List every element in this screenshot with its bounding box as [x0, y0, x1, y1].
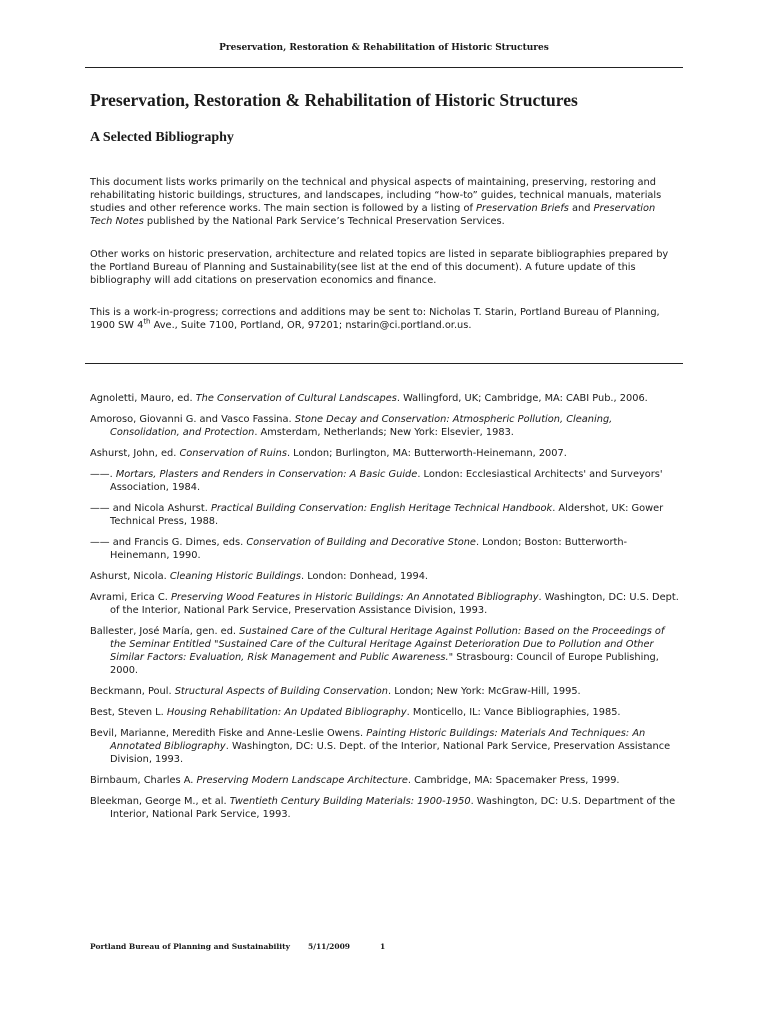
entry-author: Avrami, Erica C.	[90, 592, 171, 603]
bibliography-entry	[90, 706, 680, 719]
header-rule	[85, 67, 683, 68]
entry-author: Best, Steven L.	[90, 707, 167, 718]
entry-title: Cleaning Historic Buildings	[169, 571, 302, 582]
entry-author: —— and Nicola Ashurst.	[90, 503, 211, 514]
intro-paragraph-2: Other works on historic preservation, architecture and related topics are listed in separate bibliographies prepared by the Portland Bureau of Planning and Sustainability(see list at the end of this document). A future update of this bibliography will add citations on preservation economics and finance.	[90, 249, 669, 286]
page-footer	[90, 942, 385, 951]
entry-title: Mortars, Plasters and Renders in Conservation: A Basic Guide	[115, 469, 418, 480]
entry-publication: . Washington, DC: U.S. Department of the Interior, National Park Service, 1993.	[110, 796, 676, 820]
entry-author: Beckmann, Poul.	[90, 686, 175, 697]
bibliography-entry	[90, 468, 680, 494]
bibliography-entry	[90, 625, 680, 677]
bibliography-entry	[90, 392, 680, 405]
entry-title: Conservation of Building and Decorative Stone	[246, 537, 476, 548]
entry-publication: . Washington, DC: U.S. Dept. of the Interior, National Park Service, Preservation Assistance Division, 1993.	[110, 741, 671, 765]
footer-organization: Portland Bureau of Planning and Sustainability	[90, 942, 290, 951]
footer-date: 5/11/2009	[308, 942, 351, 951]
bibliography-entry	[90, 795, 680, 821]
entry-title: Preserving Wood Features in Historic Buildings: An Annotated Bibliography	[170, 592, 539, 603]
entry-title: Sustained Care of the Cultural Heritage Against Pollution: Based on the Proceedings of the Seminar Entitled "Sustained Care of the Cultural Heritage Against Deterioration Due to Pollution and Other Similar Factors: Evaluation, Risk Management and Public Awareness."	[110, 626, 665, 663]
entry-publication: . Amsterdam, Netherlands; New York: Elsevier, 1983.	[254, 427, 514, 438]
intro-paragraph-3: This is a work-in-progress; corrections and additions may be sent to: Nicholas T. Starin, Portland Bureau of Planning, 1900 SW 4th Ave., Suite 7100, Portland, OR, 97201; nstarin@ci.portland.or.us.	[90, 307, 660, 331]
entry-publication: . London; New York: McGraw-Hill, 1995.	[388, 686, 581, 697]
entry-title: The Conservation of Cultural Landscapes	[195, 393, 397, 404]
entry-author: Birnbaum, Charles A.	[90, 775, 197, 786]
bibliography-list	[90, 392, 680, 829]
entry-author: Ashurst, Nicola.	[90, 571, 170, 582]
bibliography-entry	[90, 536, 680, 562]
bibliography-entry	[90, 502, 680, 528]
entry-publication: . Wallingford, UK; Cambridge, MA: CABI Pub., 2006.	[396, 393, 648, 404]
entry-author: Ashurst, John, ed.	[90, 448, 180, 459]
entry-publication: Strasbourg: Council of Europe Publishing, 2000.	[110, 652, 659, 676]
entry-author: Ballester, José María, gen. ed.	[90, 626, 240, 637]
entry-author: —— and Francis G. Dimes, eds.	[90, 537, 247, 548]
entry-title: Painting Historic Buildings: Materials And Techniques: An Annotated Bibliography	[110, 728, 646, 752]
entry-publication: . London: Donhead, 1994.	[301, 571, 429, 582]
bibliography-entry	[90, 727, 680, 766]
entry-author: Agnoletti, Mauro, ed.	[90, 393, 196, 404]
entry-title: Twentieth Century Building Materials: 1900-1950	[229, 796, 471, 807]
bibliography-entry	[90, 447, 680, 460]
entry-title: Practical Building Conservation: English Heritage Technical Handbook	[210, 503, 553, 514]
entry-publication: . Aldershot, UK: Gower Technical Press, 1988.	[110, 503, 664, 527]
intro-paragraph-1: This document lists works primarily on the technical and physical aspects of maintaining, preserving, restoring and rehabilitating historic buildings, structures, and landscapes, including “how-to” guides, technical manuals, materials studies and other reference works. The main section is followed by a listing of Preservation Briefs and Preservation Tech Notes published by the National Park Service’s Technical Preservation Services.	[90, 177, 662, 227]
document-subtitle: A Selected Bibliography	[90, 130, 234, 145]
entry-author: Amoroso, Giovanni G. and Vasco Fassina.	[90, 414, 295, 425]
entry-title: Stone Decay and Conservation: Atmospheric Pollution, Cleaning, Consolidation, and Protection	[110, 414, 613, 438]
entry-title: Structural Aspects of Building Conservation	[174, 686, 389, 697]
entry-author: ——.	[90, 469, 116, 480]
entry-publication: . London; Burlington, MA: Butterworth-Heinemann, 2007.	[286, 448, 567, 459]
entry-author: Bleekman, George M., et al.	[90, 796, 230, 807]
entry-publication: . London; Boston: Butterworth-Heinemann, 1990.	[110, 537, 628, 561]
entry-title: Preserving Modern Landscape Architecture	[196, 775, 408, 786]
entry-title: Housing Rehabilitation: An Updated Bibliography	[166, 707, 407, 718]
entry-publication: . Washington, DC: U.S. Dept. of the Interior, National Park Service, Preservation Assistance Division, 1993.	[110, 592, 679, 616]
bibliography-entry	[90, 413, 680, 439]
entry-title: Conservation of Ruins	[179, 448, 287, 459]
bibliography-entry	[90, 591, 680, 617]
entry-publication: . London: Ecclesiastical Architects' and Surveyors' Association, 1984.	[110, 469, 663, 493]
section-rule	[85, 363, 683, 364]
entry-publication: . Monticello, IL: Vance Bibliographies, 1985.	[406, 707, 621, 718]
bibliography-entry	[90, 570, 680, 583]
running-header: Preservation, Restoration & Rehabilitation of Historic Structures	[219, 43, 549, 53]
bibliography-entry	[90, 774, 680, 787]
document-title: Preservation, Restoration & Rehabilitation of Historic Structures	[90, 90, 578, 110]
entry-author: Bevil, Marianne, Meredith Fiske and Anne-Leslie Owens.	[90, 728, 367, 739]
page-number: 1	[380, 942, 386, 951]
bibliography-entry	[90, 685, 680, 698]
entry-publication: . Cambridge, MA: Spacemaker Press, 1999.	[407, 775, 620, 786]
